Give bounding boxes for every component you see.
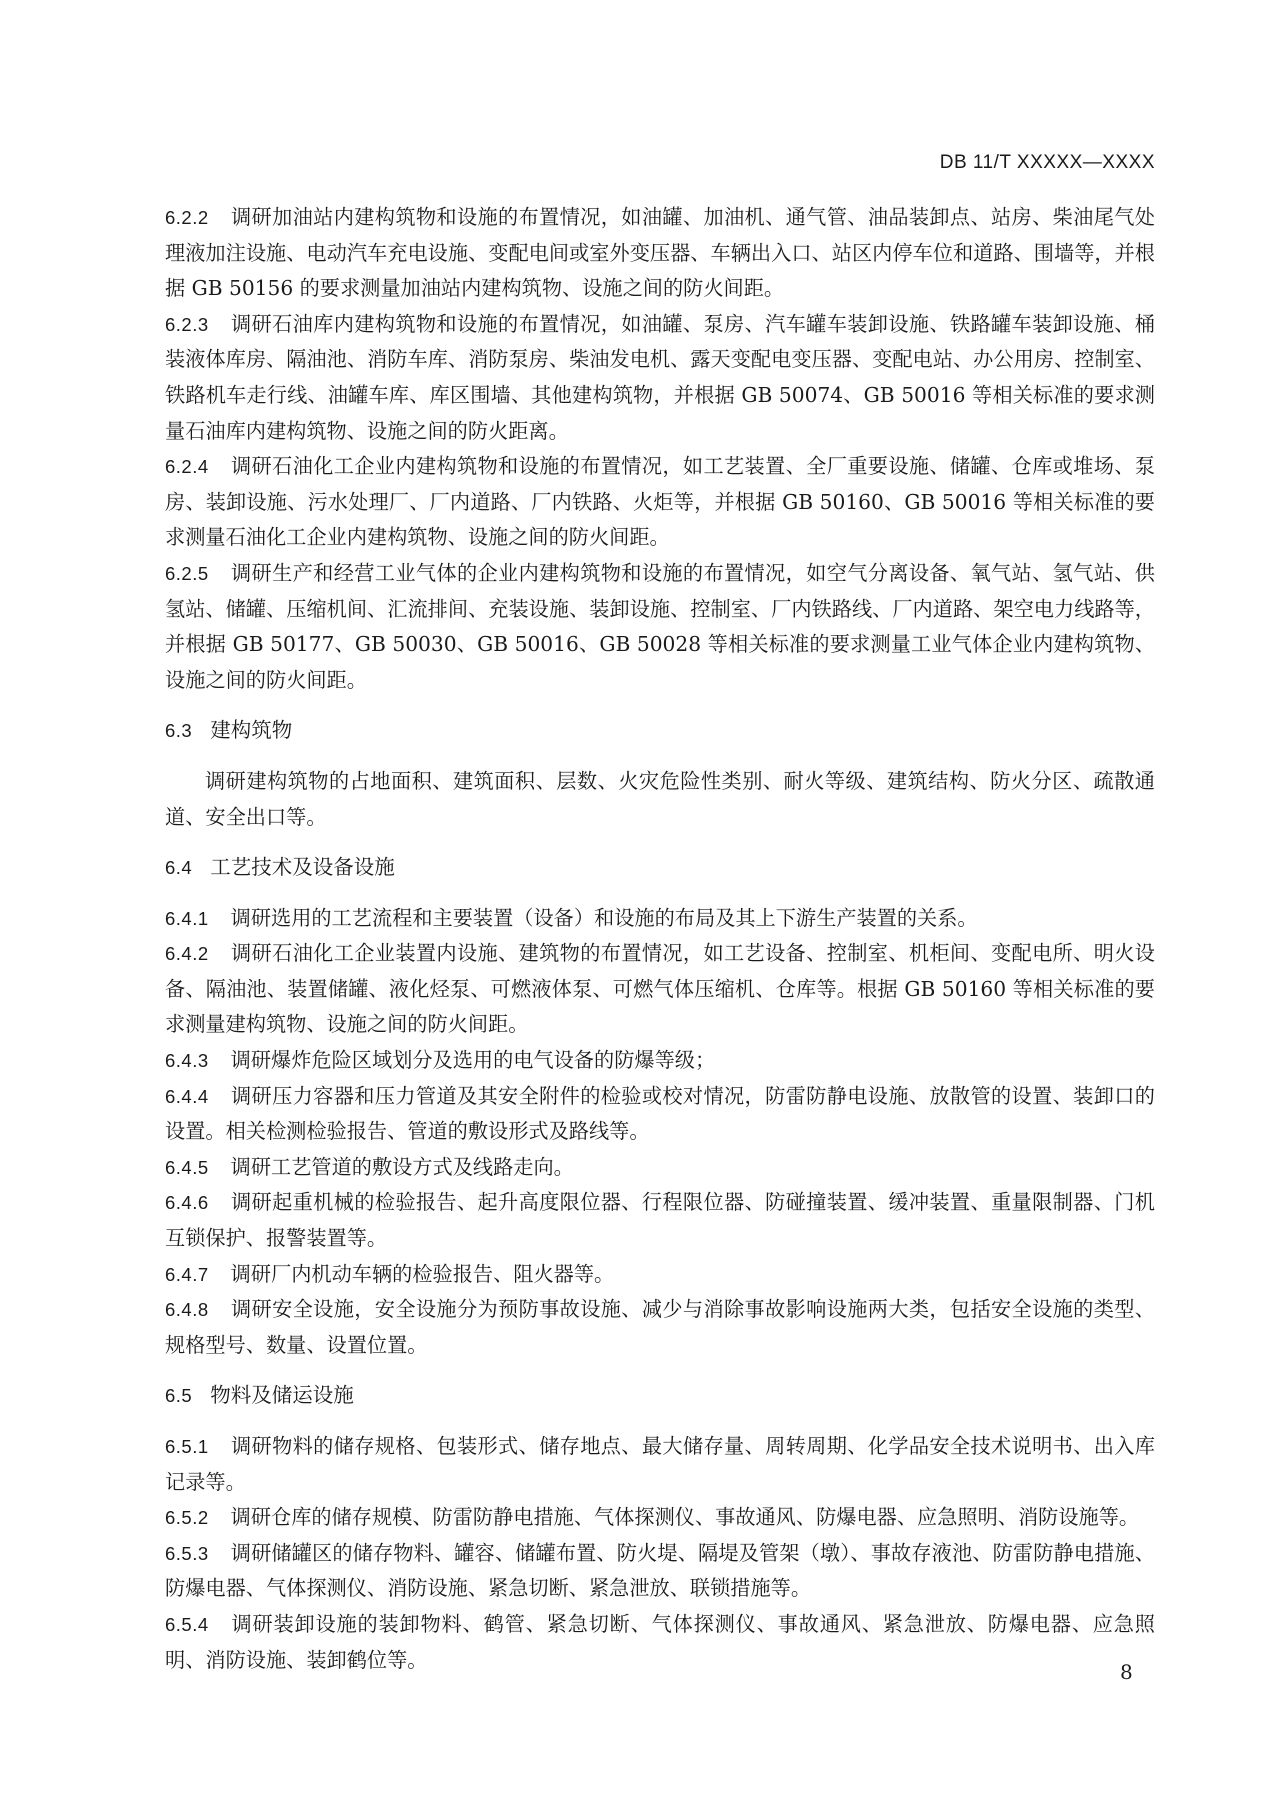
clause-text: 调研选用的工艺流程和主要装置（设备）和设施的布局及其上下游生产装置的关系。 bbox=[230, 905, 978, 930]
clause-text: 调研建构筑物的占地面积、建筑面积、层数、火灾危险性类别、耐火等级、建筑结构、防火分区、疏散通道、安全出口等。 bbox=[165, 768, 1155, 829]
clause-paragraph bbox=[165, 1607, 1155, 1678]
clause-text: 调研石油库内建构筑物和设施的布置情况，如油罐、泵房、汽车罐车装卸设施、铁路罐车装卸设施、桶装液体库房、隔油池、消防车库、消防泵房、柴油发电机、露天变配电变压器、变配电站、办公用房、控制室、铁路机车走行线、油罐车库、库区围墙、其他建构筑物，并根据 GB 50074、GB 50016 等相关标准的要求测量石油库内建构筑物、设施之间的防火距离。 bbox=[165, 311, 1155, 443]
clause-text: 调研石油化工企业内建构筑物和设施的布置情况，如工艺装置、全厂重要设施、储罐、仓库或堆场、泵房、装卸设施、污水处理厂、厂内道路、厂内铁路、火炬等，并根据 GB 50160、GB 50016 等相关标准的要求测量石油化工企业内建构筑物、设施之间的防火间距。 bbox=[165, 454, 1155, 550]
clause-number: 6.2.5 bbox=[165, 562, 209, 584]
clause-paragraph bbox=[165, 1185, 1155, 1256]
clause-number: 6.4.1 bbox=[165, 907, 209, 929]
section-heading bbox=[165, 1378, 1155, 1414]
clause-paragraph bbox=[165, 1292, 1155, 1363]
clause-paragraph bbox=[165, 1536, 1155, 1607]
clause-number: 6.4.3 bbox=[165, 1050, 209, 1072]
clause-number: 6.5.2 bbox=[165, 1507, 209, 1529]
clause-text: 物料及储运设施 bbox=[210, 1383, 354, 1408]
clause-text: 调研爆炸危险区域划分及选用的电气设备的防爆等级； bbox=[230, 1048, 716, 1073]
clause-text: 调研生产和经营工业气体的企业内建构筑物和设施的布置情况，如空气分离设备、氧气站、氢气站、供氢站、储罐、压缩机间、汇流排间、充装设施、装卸设施、控制室、厂内铁路线、厂内道路、架空电力线路等，并根据 GB 50177、GB 50030、GB 50016、GB 50028 等相关标准的要求测量工业气体企业内建构筑物、设施之间的防火间距。 bbox=[165, 560, 1155, 692]
clause-paragraph bbox=[165, 936, 1155, 1043]
clause-text: 工艺技术及设备设施 bbox=[210, 855, 395, 880]
clause-text: 调研装卸设施的装卸物料、鹤管、紧急切断、气体探测仪、事故通风、紧急泄放、防爆电器、应急照明、消防设施、装卸鹤位等。 bbox=[165, 1611, 1155, 1672]
clause-paragraph bbox=[165, 556, 1155, 698]
clause-text: 调研储罐区的储存物料、罐容、储罐布置、防火堤、隔堤及管架（墩）、事故存液池、防雷防静电措施、防爆电器、气体探测仪、消防设施、紧急切断、紧急泄放、联锁措施等。 bbox=[165, 1540, 1155, 1601]
clause-number: 6.4.6 bbox=[165, 1192, 209, 1214]
clause-text: 调研压力容器和压力管道及其安全附件的检验或校对情况，防雷防静电设施、放散管的设置、装卸口的设置。相关检测检验报告、管道的敷设形式及路线等。 bbox=[165, 1083, 1155, 1144]
clause-text: 调研起重机械的检验报告、起升高度限位器、行程限位器、防碰撞装置、缓冲装置、重量限制器、门机互锁保护、报警装置等。 bbox=[165, 1190, 1155, 1251]
clause-text: 建构筑物 bbox=[210, 718, 293, 743]
clause-paragraph bbox=[165, 449, 1155, 556]
clause-number: 6.5.4 bbox=[165, 1613, 209, 1635]
clause-paragraph bbox=[165, 1043, 1155, 1079]
clause-text: 调研仓库的储存规模、防雷防静电措施、气体探测仪、事故通风、防爆电器、应急照明、消防设施等。 bbox=[230, 1505, 1140, 1530]
clause-paragraph bbox=[165, 1150, 1155, 1186]
clause-paragraph bbox=[165, 1500, 1155, 1536]
clause-paragraph bbox=[165, 764, 1155, 835]
clause-number: 6.5.1 bbox=[165, 1436, 209, 1457]
clause-paragraph bbox=[165, 1079, 1155, 1150]
clause-text: 调研工艺管道的敷设方式及线路走向。 bbox=[230, 1154, 574, 1179]
section-heading bbox=[165, 850, 1155, 886]
clause-paragraph bbox=[165, 1257, 1155, 1293]
document-code: DB 11/T XXXXX—XXXX bbox=[939, 152, 1155, 173]
clause-number: 6.5.3 bbox=[165, 1542, 209, 1564]
section-heading bbox=[165, 713, 1155, 749]
clause-number: 6.4.2 bbox=[165, 943, 209, 965]
clause-paragraph bbox=[165, 1429, 1155, 1500]
clause-number: 6.4 bbox=[165, 857, 193, 879]
clause-number: 6.4.4 bbox=[165, 1085, 209, 1107]
clause-number: 6.4.8 bbox=[165, 1299, 209, 1321]
clause-number: 6.2.2 bbox=[165, 207, 209, 228]
document-body bbox=[165, 200, 1155, 1678]
clause-paragraph bbox=[165, 200, 1155, 307]
clause-paragraph bbox=[165, 307, 1155, 449]
clause-text: 调研石油化工企业装置内设施、建筑物的布置情况，如工艺设备、控制室、机柜间、变配电所、明火设备、隔油池、装置储罐、液化烃泵、可燃液体泵、可燃气体压缩机、仓库等。根据 GB 50160 等相关标准的要求测量建构筑物、设施之间的防火间距。 bbox=[165, 941, 1155, 1037]
clause-number: 6.4.7 bbox=[165, 1263, 209, 1285]
clause-number: 6.2.3 bbox=[165, 313, 209, 335]
clause-text: 调研加油站内建构筑物和设施的布置情况，如油罐、加油机、通气管、油品装卸点、站房、柴油尾气处理液加注设施、电动汽车充电设施、变配电间或室外变压器、车辆出入口、站区内停车位和道路、围墙等，并根据 GB 50156 的要求测量加油站内建构筑物、设施之间的防火间距。 bbox=[165, 205, 1155, 301]
clause-text: 调研物料的储存规格、包装形式、储存地点、最大储存量、周转周期、化学品安全技术说明书、出入库记录等。 bbox=[165, 1434, 1155, 1494]
clause-number: 6.3 bbox=[165, 720, 193, 742]
clause-number: 6.4.5 bbox=[165, 1156, 209, 1178]
clause-number: 6.2.4 bbox=[165, 456, 209, 478]
page-number: 8 bbox=[1120, 1660, 1133, 1684]
clause-paragraph bbox=[165, 901, 1155, 937]
clause-number: 6.5 bbox=[165, 1385, 193, 1407]
clause-text: 调研厂内机动车辆的检验报告、阻火器等。 bbox=[230, 1261, 615, 1286]
clause-text: 调研安全设施，安全设施分为预防事故设施、减少与消除事故影响设施两大类，包括安全设施的类型、规格型号、数量、设置位置。 bbox=[165, 1297, 1155, 1357]
